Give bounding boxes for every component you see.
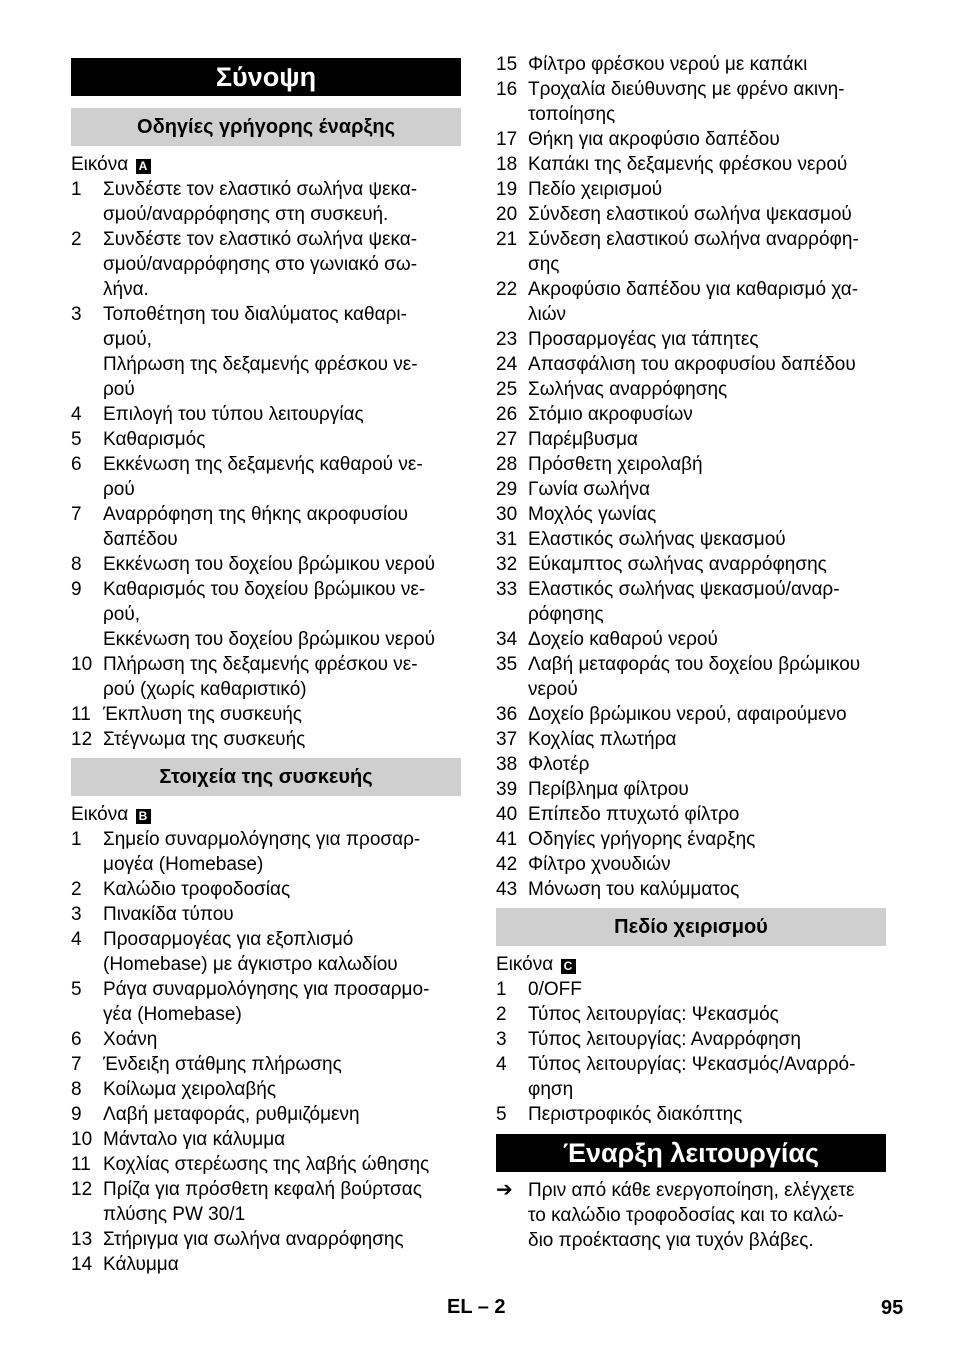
item-text: Καπάκι της δεξαμενής φρέσκου νερού (528, 154, 848, 175)
item-text: Ελαστικός σωλήνας ψεκασμού/αναρ- ρόφησης (528, 579, 840, 625)
item-text: Ράγα συναρμολόγησης για προσαρμο- γέα (Homebase) (103, 979, 430, 1025)
figure-badge-a: A (136, 159, 151, 174)
list-item (71, 402, 461, 427)
item-number: 2 (71, 879, 82, 900)
item-text: 0/OFF (528, 979, 582, 1000)
list-item (71, 827, 461, 877)
list-item (71, 902, 461, 927)
list-item (496, 352, 886, 377)
item-text: Ένδειξη στάθμης πλήρωσης (103, 1054, 342, 1075)
figure-badge-b: B (136, 809, 151, 824)
device-elements-list-continued (496, 52, 886, 902)
item-number: 30 (496, 504, 518, 525)
list-item (496, 977, 886, 1002)
figure-label: Εικόνα (71, 154, 129, 175)
item-number: 3 (71, 904, 82, 925)
item-number: 33 (496, 579, 518, 600)
list-item (71, 302, 461, 402)
item-number: 36 (496, 704, 518, 725)
item-text: Πρόσθετη χειρολαβή (528, 454, 703, 475)
item-text: Φίλτρο φρέσκου νερού με καπάκι (528, 54, 808, 75)
item-text: Λαβή μεταφοράς του δοχείου βρώμικου νερού (528, 654, 861, 700)
list-item (496, 877, 886, 902)
list-item (496, 377, 886, 402)
list-item (496, 127, 886, 152)
heading-control-panel: Πεδίο χειρισμού (496, 908, 886, 946)
list-item (496, 477, 886, 502)
item-number: 3 (71, 304, 82, 325)
list-item (496, 1052, 886, 1102)
list-item (496, 327, 886, 352)
item-number: 15 (496, 54, 518, 75)
item-number: 39 (496, 779, 518, 800)
item-text: Δοχείο καθαρού νερού (528, 629, 718, 650)
list-item (496, 852, 886, 877)
list-item (71, 1252, 461, 1277)
list-item (71, 577, 461, 652)
list-item (496, 652, 886, 702)
list-item (496, 527, 886, 552)
device-elements-list (71, 827, 461, 1277)
item-text: Συνδέστε τον ελαστικό σωλήνα ψεκα- σμού/αναρρόφησης στο γωνιακό σω- λήνα. (103, 229, 418, 300)
item-text: Γωνία σωλήνα (528, 479, 651, 500)
item-text: Χοάνη (103, 1029, 158, 1050)
item-number: 5 (496, 1104, 507, 1125)
item-number: 11 (71, 1154, 91, 1175)
quickstart-list (71, 177, 461, 752)
list-item (71, 552, 461, 577)
item-number: 43 (496, 879, 518, 900)
list-item (496, 227, 886, 277)
item-text: Λαβή μεταφοράς, ρυθμιζόμενη (103, 1104, 360, 1125)
item-number: 4 (496, 1054, 507, 1075)
list-item (71, 1052, 461, 1077)
item-number: 18 (496, 154, 518, 175)
list-item (496, 402, 886, 427)
item-text: Στήριγμα για σωλήνα αναρρόφησης (103, 1229, 404, 1250)
item-text: Απασφάλιση του ακροφυσίου δαπέδου (528, 354, 856, 375)
item-text: Ελαστικός σωλήνας ψεκασμού (528, 529, 786, 550)
item-number: 7 (71, 504, 82, 525)
item-number: 1 (71, 179, 82, 200)
item-number: 14 (71, 1254, 93, 1275)
item-text: Σωλήνας αναρρόφησης (528, 379, 728, 400)
item-number: 6 (71, 1029, 82, 1050)
item-text: Ακροφύσιο δαπέδου για καθαρισμό χα- λιών (528, 279, 859, 325)
list-item (71, 427, 461, 452)
item-number: 32 (496, 554, 518, 575)
list-item (496, 177, 886, 202)
item-text: Σύνδεση ελαστικού σωλήνα αναρρόφη- σης (528, 229, 859, 275)
item-number: 24 (496, 354, 518, 375)
item-number: 21 (496, 229, 518, 250)
item-text: Οδηγίες γρήγορης έναρξης (528, 829, 756, 850)
list-item (71, 727, 461, 752)
item-number: 9 (71, 579, 82, 600)
list-item (496, 727, 886, 752)
list-item (496, 1102, 886, 1127)
item-text: Τύπος λειτουργίας: Ψεκασμός (528, 1004, 779, 1025)
item-text: Μόνωση του καλύμματος (528, 879, 740, 900)
item-number: 41 (496, 829, 518, 850)
item-text: Καλώδιο τροφοδοσίας (103, 879, 291, 900)
item-number: 29 (496, 479, 518, 500)
item-number: 12 (71, 729, 93, 750)
item-number: 10 (71, 654, 93, 675)
item-text: Συνδέστε τον ελαστικό σωλήνα ψεκα- σμού/αναρρόφησης στη συσκευή. (103, 179, 418, 225)
item-text: Φίλτρο χνουδιών (528, 854, 671, 875)
item-number: 19 (496, 179, 518, 200)
item-number: 1 (496, 979, 507, 1000)
item-number: 4 (71, 929, 82, 950)
item-text: Επίπεδο πτυχωτό φίλτρο (528, 804, 740, 825)
item-text: Έκπλυση της συσκευής (103, 704, 302, 725)
control-panel-list (496, 977, 886, 1127)
item-text: Πεδίο χειρισμού (528, 179, 663, 200)
item-number: 5 (71, 429, 82, 450)
item-text: Κοχλίας πλωτήρα (528, 729, 677, 750)
item-number: 8 (71, 554, 82, 575)
item-text: Προσαρμογέας για τάπητες (528, 329, 759, 350)
item-text: Περιστροφικός διακόπτης (528, 1104, 743, 1125)
item-number: 17 (496, 129, 518, 150)
item-number: 10 (71, 1129, 93, 1150)
item-number: 35 (496, 654, 518, 675)
list-item (496, 202, 886, 227)
figure-badge-c: C (561, 959, 576, 974)
item-text: Τροχαλία διεύθυνσης με φρένο ακινη- τοποίησης (528, 79, 845, 125)
item-number: 25 (496, 379, 518, 400)
item-number: 13 (71, 1229, 93, 1250)
list-item (71, 927, 461, 977)
list-item (71, 877, 461, 902)
footer-page-number: 95 (881, 1297, 904, 1319)
item-number: 2 (71, 229, 82, 250)
list-item (71, 652, 461, 702)
item-number: 12 (71, 1179, 93, 1200)
item-text: Παρέμβυσμα (528, 429, 638, 450)
item-text: Μοχλός γωνίας (528, 504, 657, 525)
item-number: 1 (71, 829, 82, 850)
item-text: Περίβλημα φίλτρου (528, 779, 689, 800)
item-text: Θήκη για ακροφύσιο δαπέδου (528, 129, 780, 150)
item-text: Σημείο συναρμολόγησης για προσαρ- μογέα (Homebase) (103, 829, 421, 875)
startup-note-text: Πριν από κάθε ενεργοποίηση, ελέγχετε το καλώδιο τροφοδοσίας και το καλώ- διο προέκτασης για τυχόν βλάβες. (528, 1180, 855, 1251)
item-number: 42 (496, 854, 518, 875)
item-text: Στέγνωμα της συσκευής (103, 729, 306, 750)
figure-ref-a (71, 152, 461, 177)
list-item (71, 502, 461, 552)
item-text: Στόμιο ακροφυσίων (528, 404, 693, 425)
item-number: 22 (496, 279, 518, 300)
list-item (496, 1027, 886, 1052)
section-title-overview: Σύνοψη (71, 58, 461, 96)
heading-quickstart: Οδηγίες γρήγορης έναρξης (71, 108, 461, 146)
list-item (496, 77, 886, 127)
item-number: 6 (71, 454, 82, 475)
list-item (496, 802, 886, 827)
section-title-startup: Έναρξη λειτουργίας (496, 1134, 886, 1172)
list-item (496, 452, 886, 477)
item-number: 34 (496, 629, 518, 650)
list-item (71, 227, 461, 302)
startup-note (496, 1178, 886, 1253)
list-item (496, 427, 886, 452)
item-text: Κοχλίας στερέωσης της λαβής ώθησης (103, 1154, 430, 1175)
item-number: 7 (71, 1054, 82, 1075)
item-number: 9 (71, 1104, 82, 1125)
item-text: Τύπος λειτουργίας: Ψεκασμός/Αναρρό- φηση (528, 1054, 856, 1100)
item-number: 38 (496, 754, 518, 775)
item-text: Προσαρμογέας για εξοπλισμό (Homebase) με άγκιστρο καλωδίου (103, 929, 398, 975)
item-number: 8 (71, 1079, 82, 1100)
heading-device-elements: Στοιχεία της συσκευής (71, 758, 461, 796)
list-item (496, 277, 886, 327)
item-number: 31 (496, 529, 518, 550)
figure-ref-b (71, 802, 461, 827)
item-number: 20 (496, 204, 518, 225)
list-item (496, 152, 886, 177)
item-text: Καθαρισμός του δοχείου βρώμικου νε- ρού, Εκκένωση του δοχείου βρώμικου νερού (103, 579, 436, 650)
item-number: 11 (71, 704, 91, 725)
item-number: 16 (496, 79, 518, 100)
list-item (71, 702, 461, 727)
item-text: Εκκένωση της δεξαμενής καθαρού νε- ρού (103, 454, 423, 500)
list-item (71, 1227, 461, 1252)
right-arrow-icon: ➔ (496, 1179, 513, 1201)
list-item (71, 1077, 461, 1102)
item-text: Κοίλωμα χειρολαβής (103, 1079, 277, 1100)
list-item (71, 1102, 461, 1127)
item-text: Πινακίδα τύπου (103, 904, 234, 925)
list-item (496, 52, 886, 77)
item-number: 3 (496, 1029, 507, 1050)
item-number: 2 (496, 1004, 507, 1025)
list-item (496, 777, 886, 802)
item-text: Φλοτέρ (528, 754, 590, 775)
item-text: Εύκαμπτος σωλήνας αναρρόφησης (528, 554, 827, 575)
item-text: Εκκένωση του δοχείου βρώμικου νερού (103, 554, 436, 575)
item-text: Τύπος λειτουργίας: Αναρρόφηση (528, 1029, 801, 1050)
list-item (71, 177, 461, 227)
item-number: 37 (496, 729, 518, 750)
list-item (496, 702, 886, 727)
list-item (496, 502, 886, 527)
list-item (496, 752, 886, 777)
item-number: 23 (496, 329, 518, 350)
item-text: Καθαρισμός (103, 429, 206, 450)
list-item (496, 552, 886, 577)
figure-label: Εικόνα (496, 954, 554, 975)
item-number: 28 (496, 454, 518, 475)
list-item (496, 1002, 886, 1027)
list-item (496, 627, 886, 652)
item-number: 40 (496, 804, 518, 825)
item-number: 5 (71, 979, 82, 1000)
list-item (496, 827, 886, 852)
item-text: Αναρρόφηση της θήκης ακροφυσίου δαπέδου (103, 504, 409, 550)
item-number: 26 (496, 404, 518, 425)
item-text: Τοποθέτηση του διαλύματος καθαρι- σμού, Πλήρωση της δεξαμενής φρέσκου νε- ρού (103, 304, 418, 400)
item-text: Πλήρωση της δεξαμενής φρέσκου νε- ρού (χωρίς καθαριστικό) (103, 654, 418, 700)
list-item (71, 977, 461, 1027)
item-text: Επιλογή του τύπου λειτουργίας (103, 404, 364, 425)
list-item (71, 1027, 461, 1052)
item-number: 4 (71, 404, 82, 425)
list-item (71, 1177, 461, 1227)
item-text: Πρίζα για πρόσθετη κεφαλή βούρτσας πλύσης PW 30/1 (103, 1179, 422, 1225)
item-text: Δοχείο βρώμικου νερού, αφαιρούμενο (528, 704, 847, 725)
footer-section-label: EL – 2 (447, 1296, 506, 1318)
item-text: Σύνδεση ελαστικού σωλήνα ψεκασμού (528, 204, 852, 225)
list-item (71, 1127, 461, 1152)
item-number: 27 (496, 429, 518, 450)
figure-ref-c (496, 952, 886, 977)
list-item (71, 452, 461, 502)
item-text: Κάλυμμα (103, 1254, 179, 1275)
list-item (71, 1152, 461, 1177)
list-item (496, 577, 886, 627)
item-text: Μάνταλο για κάλυμμα (103, 1129, 286, 1150)
figure-label: Εικόνα (71, 804, 129, 825)
